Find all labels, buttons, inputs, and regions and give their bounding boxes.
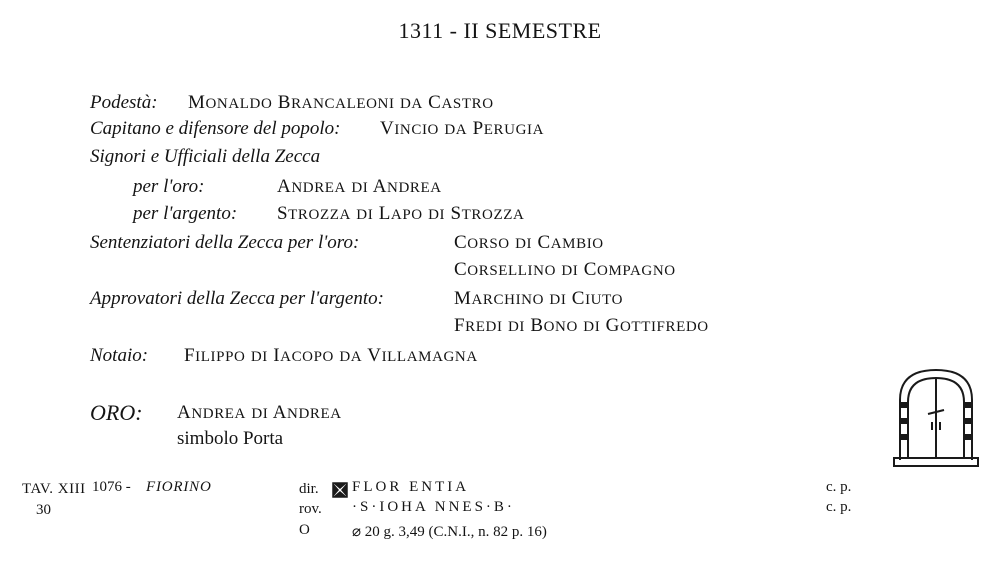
page-title: 1311 - II SEMESTRE [398,18,602,43]
note-obverse: c. p. [826,479,852,495]
metal-label: O [299,522,310,538]
value-per-oro: ANDREA DI ANDREA [277,176,442,197]
label-oro: ORO: [90,400,143,425]
label-approvatori: Approvatori della Zecca per l'argento: [90,288,384,309]
note-reverse: c. p. [826,499,852,515]
value-notaio: FILIPPO DI IACOPO DA VILLAMAGNA [184,345,478,366]
obverse-label: dir. [299,481,319,497]
plate-label: TAV. XIII [22,481,86,497]
label-per-oro: per l'oro: [133,176,205,197]
porta-gate-icon [888,362,984,472]
value-capitano: VINCIO DA PERUGIA [380,118,545,139]
value-approvatori-2: FREDI DI BONO DI GOTTIFREDO [454,315,709,336]
label-sentenziatori: Sentenziatori della Zecca per l'oro: [90,232,360,253]
value-podesta: MONALDO BRANCALEONI DA CASTRO [188,92,494,113]
value-per-argento: STROZZA DI LAPO DI STROZZA [277,203,525,224]
reverse-legend: ·S·IOHA NNES·B· [352,499,515,515]
entry-number: 1076 - [92,479,131,495]
value-sentenziatori-1: CORSO DI CAMBIO [454,232,604,253]
coin-name: FIORINO [146,479,212,495]
label-per-argento: per l'argento: [133,203,238,224]
reverse-label: rov. [299,501,322,517]
label-signori-zecca: Signori e Ufficiali della Zecca [90,146,321,167]
plate-number: 30 [36,502,51,518]
cross-icon [332,482,348,498]
value-sentenziatori-2: CORSELLINO DI COMPAGNO [454,259,676,280]
obverse-legend: FLOR ENTIA [352,479,470,495]
label-podesta: Podestà: [90,92,158,113]
value-approvatori-1: MARCHINO DI CIUTO [454,288,624,309]
label-capitano: Capitano e difensore del popolo: [90,118,341,139]
value-oro: ANDREA DI ANDREA [177,402,342,423]
coin-specs: ⌀ 20 g. 3,49 (C.N.I., n. 82 p. 16) [352,524,547,540]
symbol-caption: simbolo Porta [177,428,284,449]
label-notaio: Notaio: [90,345,149,366]
